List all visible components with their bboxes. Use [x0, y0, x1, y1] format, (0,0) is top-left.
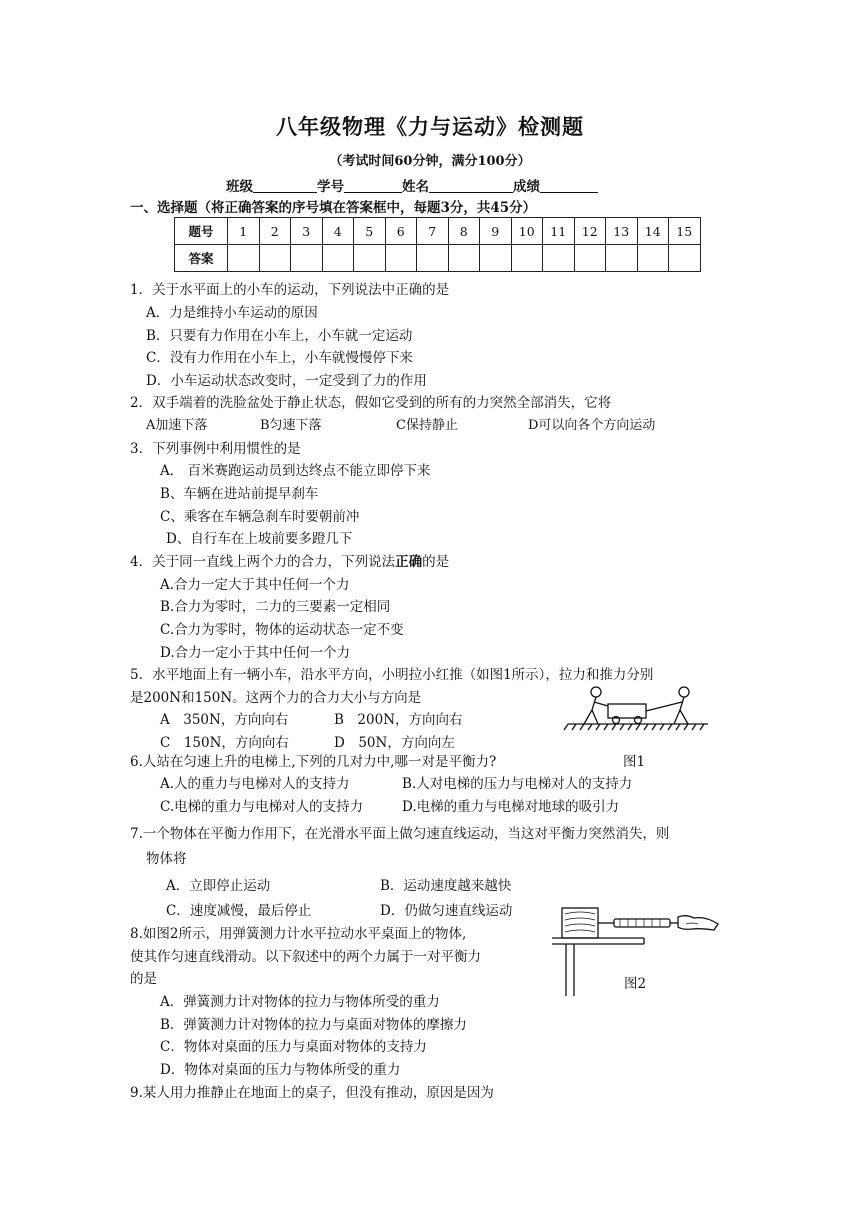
- q3-stem: 3．下列事例中利用惯性的是: [130, 441, 301, 457]
- q1-option-b: B．只要有力作用在小车上，小车就一定运动: [146, 328, 413, 344]
- q1-option-d: D．小车运动状态改变时，一定受到了力的作用: [146, 373, 427, 389]
- q7-stem-line2: 物体将: [146, 851, 187, 867]
- question-number-cell: 11: [543, 218, 575, 245]
- answer-cell[interactable]: [228, 245, 260, 272]
- answer-cell[interactable]: [543, 245, 575, 272]
- q5-option-c: C 150N，方向向右: [160, 735, 289, 751]
- q6-option-d: D.电梯的重力与电梯对地球的吸引力: [402, 799, 620, 815]
- name-label: 姓名: [402, 179, 429, 195]
- q7-option-c: C．速度减慢，最后停止: [166, 903, 312, 919]
- class-blank[interactable]: [253, 178, 317, 193]
- q1-stem: 1．关于水平面上的小车的运动，下列说法中正确的是: [130, 282, 450, 298]
- row-label-number: 题号: [175, 218, 228, 245]
- answer-cell[interactable]: [511, 245, 543, 272]
- q2-option-d: D可以向各个方向运动: [528, 418, 656, 433]
- q5-option-d: D 50N，方向向左: [334, 735, 455, 751]
- question-number-cell: 8: [448, 218, 480, 245]
- q5-stem-line2: 是200N和150N。这两个力的合力大小与方向是: [130, 690, 422, 706]
- answer-cell[interactable]: [322, 245, 354, 272]
- q8-option-d: D．物体对桌面的压力与物体所受的重力: [160, 1062, 401, 1078]
- q4-option-d: D.合力一定小于其中任何一个力: [160, 645, 351, 661]
- answer-cell[interactable]: [574, 245, 606, 272]
- q1-option-c: C．没有力作用在小车上，小车就慢慢停下来: [146, 350, 413, 366]
- table-row-answers: [175, 245, 701, 272]
- q4-option-c: C.合力为零时，物体的运动状态一定不变: [160, 622, 404, 638]
- answer-cell[interactable]: [606, 245, 638, 272]
- name-blank[interactable]: [429, 178, 513, 193]
- answer-cell[interactable]: [669, 245, 701, 272]
- answer-cell[interactable]: [637, 245, 669, 272]
- q8-option-c: C．物体对桌面的压力与桌面对物体的支持力: [160, 1039, 427, 1055]
- q5-stem-line1: 5．水平地面上有一辆小车，沿水平方向，小明拉小红推（如图1所示），拉力和推力分别: [130, 667, 654, 683]
- q1-option-a: A．力是维持小车运动的原因: [146, 305, 318, 321]
- question-number-cell: 3: [291, 218, 323, 245]
- q4-option-b: B.合力为零时，二力的三要素一定相同: [160, 599, 391, 615]
- question-number-cell: 9: [480, 218, 512, 245]
- q3-option-c: C、乘客在车辆急刹车时要朝前冲: [160, 509, 360, 525]
- question-number-cell: 13: [606, 218, 638, 245]
- question-number-cell: 7: [417, 218, 449, 245]
- q2-option-c: C保持静止: [396, 418, 458, 433]
- q2-option-b: B匀速下落: [260, 418, 322, 433]
- answer-cell[interactable]: [291, 245, 323, 272]
- figure-1-cart-illustration: [562, 684, 712, 744]
- q3-option-b: B、车辆在进站前提早刹车: [160, 486, 319, 502]
- question-number-cell: 1: [228, 218, 260, 245]
- answer-table: [174, 217, 701, 272]
- question-number-cell: 15: [669, 218, 701, 245]
- q6-option-b: B.人对电梯的压力与电梯对人的支持力: [402, 776, 633, 792]
- q8-option-a: A．弹簧测力计对物体的拉力与物体所受的重力: [160, 994, 440, 1010]
- question-number-cell: 6: [385, 218, 417, 245]
- exam-subtitle: （考试时间60分钟，满分100分）: [329, 154, 531, 169]
- q3-option-d: D、自行车在上坡前要多蹬几下: [166, 531, 353, 547]
- question-number-cell: 12: [574, 218, 606, 245]
- q4-option-a: A.合力一定大于其中任何一个力: [160, 577, 350, 593]
- question-number-cell: 4: [322, 218, 354, 245]
- q5-option-a: A 350N，方向向右: [160, 712, 289, 728]
- q2-stem: 2．双手端着的洗脸盆处于静止状态，假如它受到的所有的力突然全部消失，它将: [130, 395, 612, 411]
- question-number-cell: 14: [637, 218, 669, 245]
- id-blank[interactable]: [344, 178, 402, 193]
- q8-stem-line1: 8.如图2所示，用弹簧测力计水平拉动水平桌面上的物体,: [130, 926, 467, 942]
- figure-2-caption: 图2: [624, 976, 647, 992]
- page-title: 八年级物理《力与运动》检测题: [276, 114, 584, 139]
- q8-stem-line3: 的是: [130, 971, 157, 987]
- row-label-answer: 答案: [175, 245, 228, 272]
- q4-stem-pre: 4．关于同一直线上两个力的合力，下列说法: [130, 554, 396, 570]
- q4-stem: [130, 554, 449, 570]
- q7-option-d: D．仍做匀速直线运动: [380, 903, 513, 919]
- q9-stem: 9.某人用力推静止在地面上的桌子，但没有推动，原因是因为: [130, 1085, 494, 1101]
- question-number-cell: 10: [511, 218, 543, 245]
- score-label: 成绩: [513, 179, 540, 195]
- q8-option-b: B．弹簧测力计对物体的拉力与桌面对物体的摩擦力: [160, 1017, 467, 1033]
- q6-option-a: A.人的重力与电梯对人的支持力: [160, 776, 350, 792]
- answer-cell[interactable]: [385, 245, 417, 272]
- student-info-line: [226, 178, 598, 195]
- score-blank[interactable]: [540, 178, 598, 193]
- answer-cell[interactable]: [448, 245, 480, 272]
- q7-option-b: B．运动速度越来越快: [380, 878, 512, 894]
- question-number-cell: 2: [259, 218, 291, 245]
- q7-option-a: A．立即停止运动: [166, 878, 271, 894]
- q5-option-b: B 200N，方向向右: [334, 712, 463, 728]
- q6-stem: 6.人站在匀速上升的电梯上,下列的几对力中,哪一对是平衡力?: [130, 754, 497, 770]
- q2-option-a: A加速下落: [146, 418, 208, 433]
- section1-heading: 一、选择题（将正确答案的序号填在答案框中，每题3分，共45分）: [130, 200, 537, 216]
- answer-cell[interactable]: [417, 245, 449, 272]
- id-label: 学号: [317, 179, 344, 195]
- q3-option-a: A． 百米赛跑运动员到达终点不能立即停下来: [160, 463, 431, 479]
- q8-stem-line2: 使其作匀速直线滑动。以下叙述中的两个力属于一对平衡力: [130, 949, 481, 965]
- q4-stem-emphasis: 正确: [395, 554, 423, 570]
- answer-cell[interactable]: [354, 245, 386, 272]
- figure-1-caption: 图1: [623, 754, 646, 770]
- answer-cell[interactable]: [480, 245, 512, 272]
- answer-cell[interactable]: [259, 245, 291, 272]
- question-number-cell: 5: [354, 218, 386, 245]
- class-label: 班级: [226, 179, 253, 195]
- table-row-numbers: [175, 218, 701, 245]
- q6-option-c: C.电梯的重力与电梯对人的支持力: [160, 799, 364, 815]
- q4-stem-post: 的是: [422, 554, 450, 570]
- q7-stem-line1: 7.一个物体在平衡力作用下，在光滑水平面上做匀速直线运动，当这对平衡力突然消失，则: [130, 826, 670, 842]
